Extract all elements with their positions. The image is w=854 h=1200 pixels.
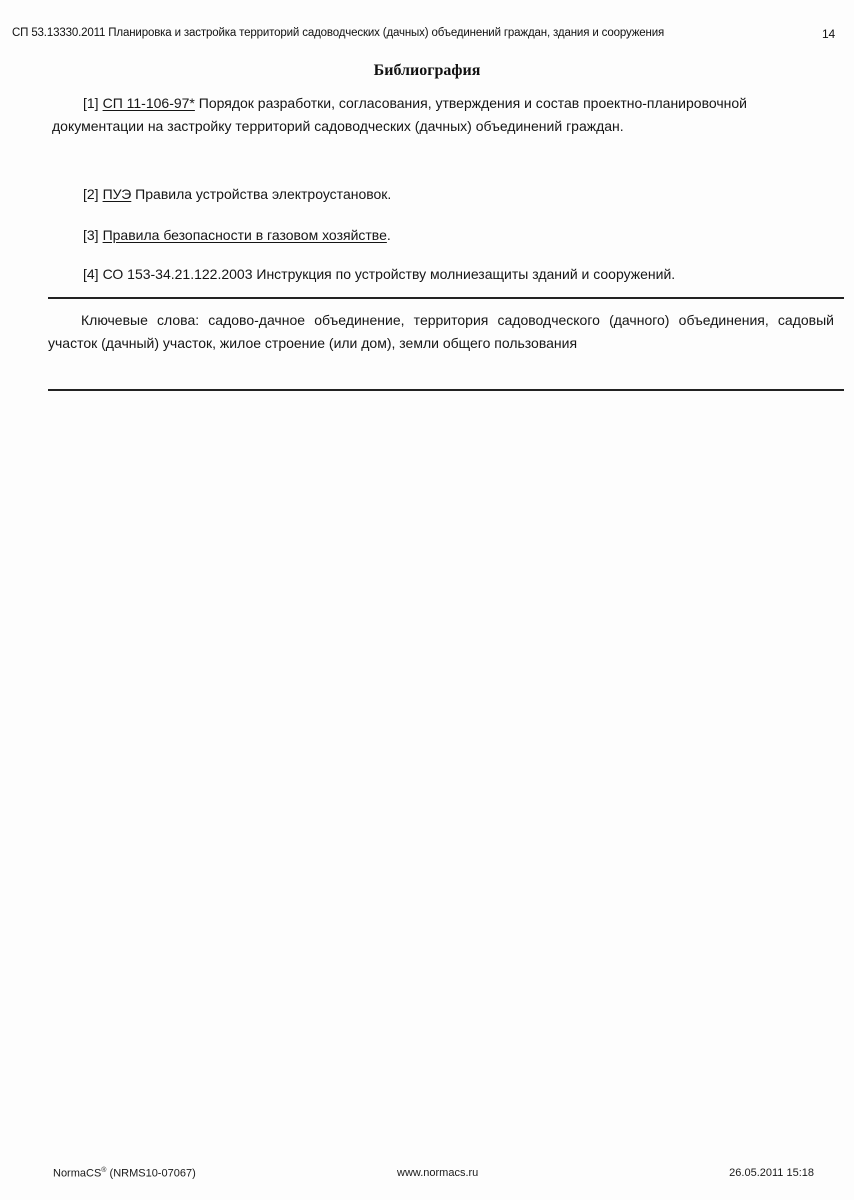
bibliography-item [52,263,802,286]
bibliography-text: СО 153-34.21.122.2003 Инструкция по устройству молниезащиты зданий и сооружений. [102,266,676,282]
bibliography-item [52,92,802,138]
bibliography-text: . [386,227,391,243]
footer-timestamp: 26.05.2011 15:18 [729,1167,814,1179]
page-number: 14 [821,27,835,41]
bibliography-item [52,224,802,247]
divider-top [48,297,844,299]
bibliography-reference-link[interactable]: ПУЭ [102,186,132,202]
bibliography-number: [2] [83,186,99,202]
bibliography-item [52,183,802,206]
bibliography-number: [1] [83,95,99,111]
bibliography-reference-link[interactable]: СП 11-106-97* [102,95,195,111]
footer-website: www.normacs.ru [397,1167,479,1179]
footer-brand: NormaCS [53,1167,102,1180]
divider-bottom [48,389,844,391]
bibliography-reference-link[interactable]: Правила безопасности в газовом хозяйстве [102,227,387,243]
header-title: СП 53.13330.2011 Планировка и застройка территорий садоводческих (дачных) объединений граждан, здания и сооружения [12,27,665,39]
bibliography-number: [3] [83,227,99,243]
footer-code: (NRMS10-07067) [106,1167,196,1180]
bibliography-text: Правила устройства электроустановок. [131,186,392,202]
footer-left [53,1167,196,1180]
bibliography-number: [4] [83,266,99,282]
bibliography-text: Порядок разработки, согласования, утверждения и состав проектно-планировочной документации на застройку территорий садоводческих (дачных) объединений граждан. [52,95,747,134]
keywords-paragraph: Ключевые слова: садово-дачное объединение, территория садоводческого (дачного) объединения, садовый участок (дачный) участок, жилое строение (или дом), земли общего пользования [48,312,834,351]
registered-mark: ® [101,1167,107,1174]
section-title: Библиография [373,62,481,79]
